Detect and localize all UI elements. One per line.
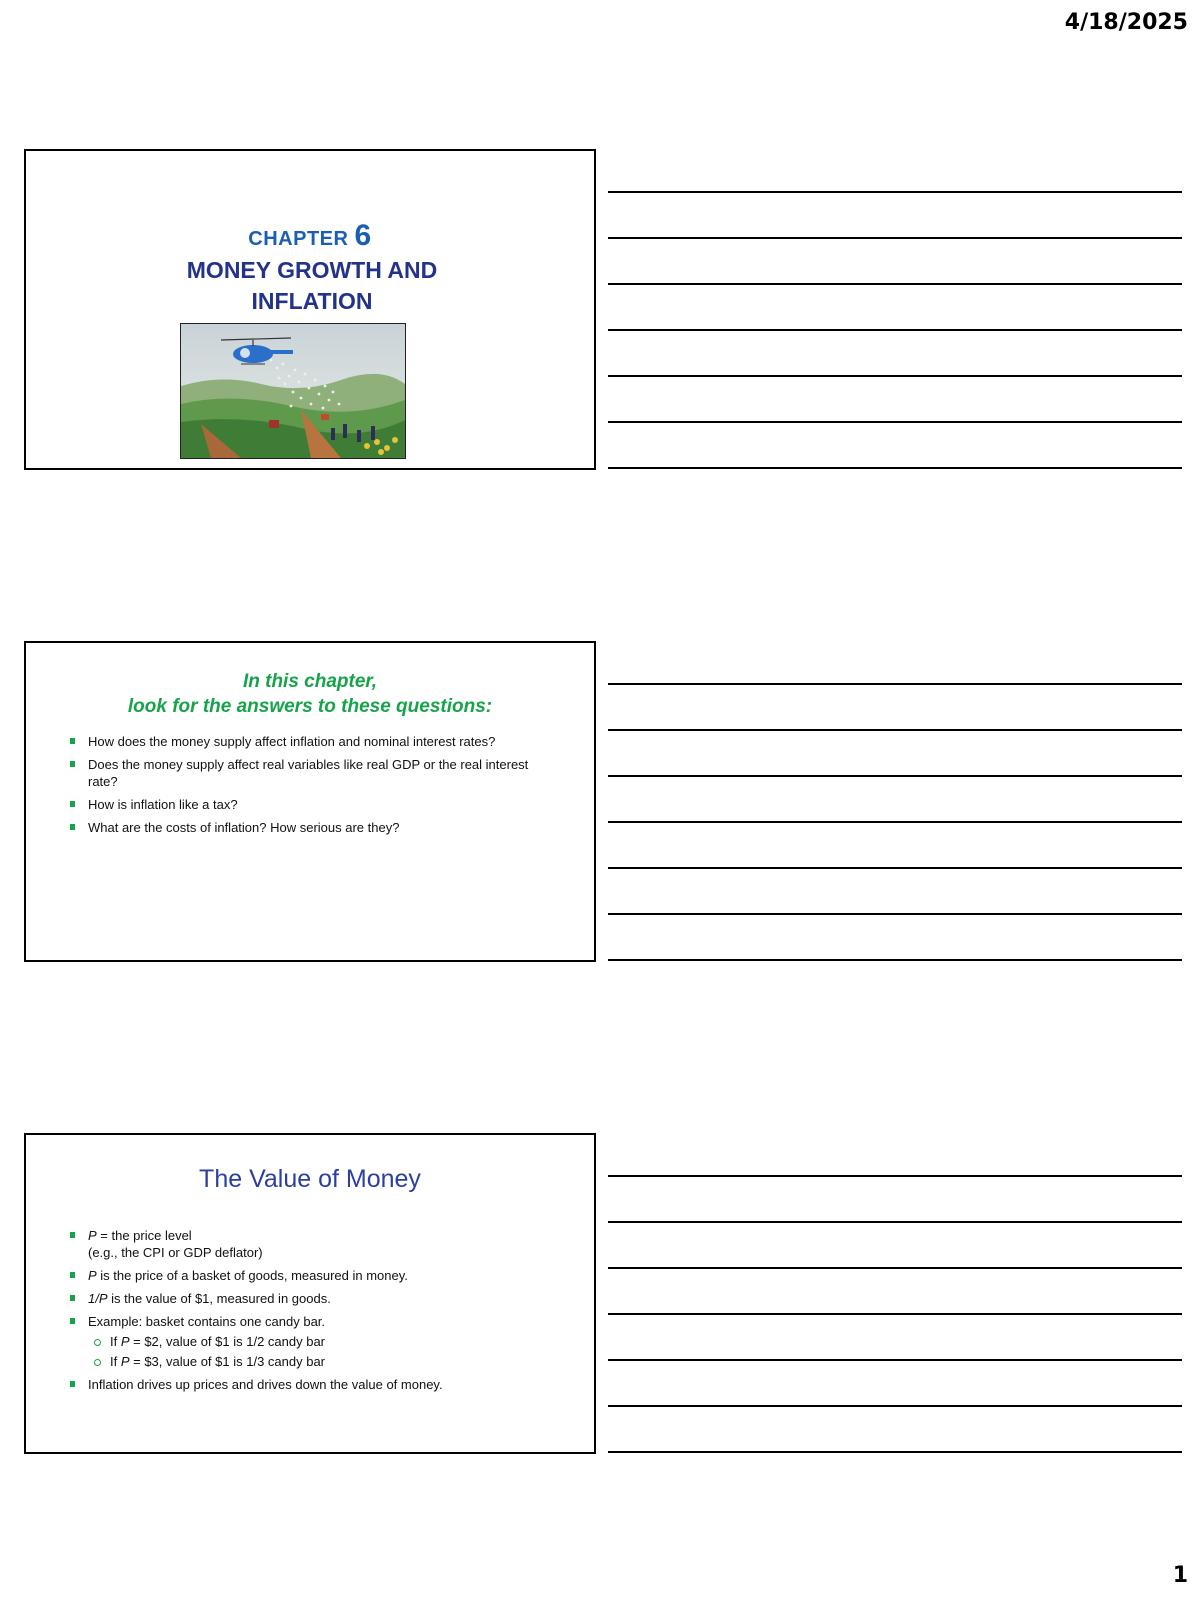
- note-line: [608, 329, 1182, 331]
- bullet-text: How is inflation like a tax?: [88, 797, 238, 812]
- note-line: [608, 729, 1182, 731]
- note-line: [608, 821, 1182, 823]
- variable-p: P: [120, 1334, 130, 1349]
- title-line-2: INFLATION: [251, 288, 373, 314]
- bullet-square-icon: [70, 1318, 75, 1324]
- slide-3: [24, 1133, 596, 1454]
- slide-2-heading: [26, 669, 594, 719]
- note-line: [608, 1267, 1182, 1269]
- helicopter-money-drop-illustration: [180, 323, 406, 459]
- bullet-text: Does the money supply affect real variables like real GDP or the real interest rate?: [88, 757, 529, 789]
- bullet-text: = the price level: [96, 1228, 192, 1243]
- bullet-text: How does the money supply affect inflation and nominal interest rates?: [88, 734, 496, 749]
- heading-line-2: look for the answers to these questions:: [127, 696, 493, 717]
- bullet-text: is the price of a basket of goods, measured in money.: [96, 1268, 408, 1283]
- questions-list: [70, 733, 540, 842]
- bullet-square-icon: [70, 1272, 75, 1278]
- bullet-square-icon: [70, 738, 75, 744]
- print-date: 4/18/2025: [1064, 10, 1188, 35]
- list-item: [70, 1376, 540, 1393]
- slide-1: [24, 149, 596, 470]
- note-line: [608, 375, 1182, 377]
- chapter-label: [26, 219, 594, 253]
- bullet-square-icon: [70, 1232, 75, 1238]
- chapter-number: 6: [354, 219, 372, 252]
- note-line: [608, 913, 1182, 915]
- bullet-circle-icon: [94, 1359, 101, 1366]
- bullet-square-icon: [70, 1295, 75, 1301]
- list-item: [70, 819, 540, 836]
- note-line: [608, 775, 1182, 777]
- note-line: [608, 1405, 1182, 1407]
- slide-2: [24, 641, 596, 962]
- note-line: [608, 283, 1182, 285]
- bullet-square-icon: [70, 1381, 75, 1387]
- bullet-text-line-2: (e.g., the CPI or GDP deflator): [88, 1245, 263, 1260]
- list-item: [70, 1227, 540, 1261]
- note-line: [608, 1221, 1182, 1223]
- list-item: [70, 1267, 540, 1284]
- variable-p: P: [88, 1228, 97, 1243]
- bullet-text: is the value of $1, measured in goods.: [107, 1291, 331, 1306]
- note-line: [608, 1175, 1182, 1177]
- list-item: [70, 733, 540, 750]
- sub-list-item: [70, 1333, 540, 1350]
- note-line: [608, 959, 1182, 961]
- sub-text-prefix: If: [110, 1354, 121, 1369]
- bullet-square-icon: [70, 801, 75, 807]
- bullet-text: What are the costs of inflation? How serious are they?: [88, 820, 400, 835]
- slide-1-title: [146, 255, 478, 317]
- sub-text-prefix: If: [110, 1334, 121, 1349]
- title-line-1: MONEY GROWTH AND: [186, 257, 438, 283]
- sub-list-item: [70, 1353, 540, 1370]
- note-line: [608, 683, 1182, 685]
- note-line: [608, 867, 1182, 869]
- chapter-word: CHAPTER: [248, 228, 349, 250]
- list-item: [70, 1313, 540, 1330]
- list-item: [70, 796, 540, 813]
- bullet-text: Example: basket contains one candy bar.: [88, 1314, 326, 1329]
- bullet-circle-icon: [94, 1339, 101, 1346]
- bullet-text: Inflation drives up prices and drives down the value of money.: [88, 1377, 443, 1392]
- bullet-square-icon: [70, 761, 75, 767]
- variable-p: P: [88, 1268, 97, 1283]
- slide-3-title: The Value of Money: [199, 1165, 421, 1193]
- note-line: [608, 237, 1182, 239]
- variable-p: P: [120, 1354, 130, 1369]
- sub-text: = $3, value of $1 is 1/3 candy bar: [129, 1354, 326, 1369]
- list-item: [70, 1290, 540, 1307]
- note-line: [608, 467, 1182, 469]
- note-line: [608, 1313, 1182, 1315]
- value-of-money-list: [70, 1227, 540, 1399]
- note-line: [608, 421, 1182, 423]
- list-item: [70, 756, 540, 790]
- note-line: [608, 191, 1182, 193]
- page-number: 1: [1172, 1563, 1188, 1588]
- heading-line-1: In this chapter,: [242, 671, 378, 692]
- note-line: [608, 1451, 1182, 1453]
- variable-1-over-p: 1/P: [88, 1291, 108, 1306]
- note-line: [608, 1359, 1182, 1361]
- bullet-square-icon: [70, 824, 75, 830]
- sub-text: = $2, value of $1 is 1/2 candy bar: [129, 1334, 326, 1349]
